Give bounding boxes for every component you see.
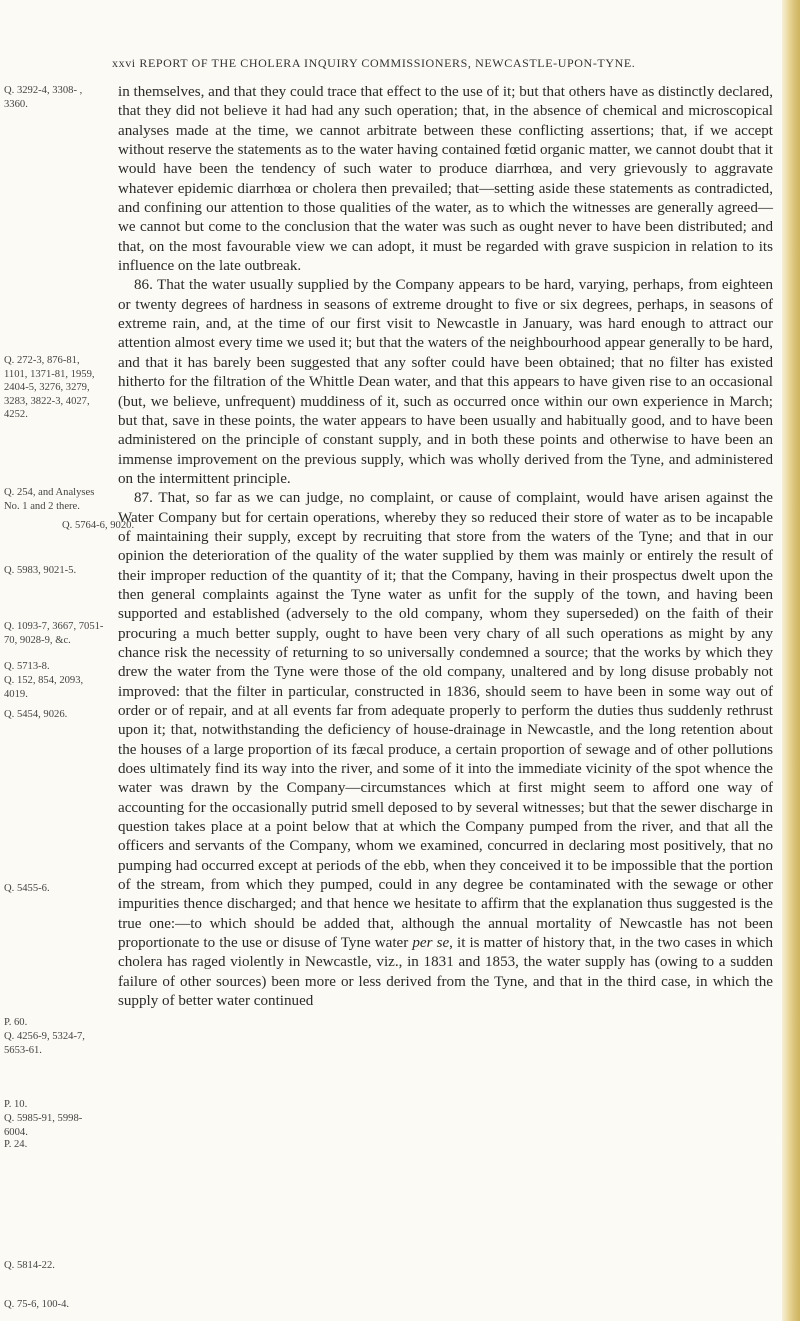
margin-note: Q. 254, and Analyses No. 1 and 2 there. — [4, 487, 95, 512]
margin-note: Q. 4256-9, 5324-7, 5653-61. — [4, 1031, 85, 1056]
margin-note: Q. 272-3, 876-81, 1101, 1371-81, 1959, 2404-5, 3276, 3279, 3283, 3822-3, 4027, 4252. — [4, 355, 95, 420]
margin-note: Q. 5814-22. — [4, 1260, 55, 1271]
margin-note: Q. 5764-6, 9020. — [62, 520, 135, 531]
margin-note: Q. 5455-6. — [4, 883, 50, 894]
margin-note: Q. 3292-4, 3308- , 3360. — [4, 85, 83, 110]
margin-note: Q. 1093-7, 3667, 7051-70, 9028-9, &c. — [4, 621, 104, 646]
paragraph-87 — [118, 489, 773, 1011]
paragraph-87-text: 87. That, so far as we can judge, no complaint, or cause of complaint, would have arisen against the Water Company but for certain operations, whereby they so reduced their store of water as to be incapable of maintaining their supply, except by recruiting that store from the waters of the Tyne; and that in our opinion the deterioration of the quality of the water supplied by them was mainly or entirely the result of their improper reduction of the quantity of it; that the Company, having in their prospectus dwelt upon the then general complaints against the Tyne water as unfit for the supply of the town, and having been supported and established (adversely to the old company, whom they superseded) on the faith of their procuring a much better supply, ought to have been very chary of all such operations as might by any chance risk the necessity of returning to so universally condemned a source; that the works by which they drew the water from the Tyne were those of the old company, unaltered and by long disuse probably not improved: that the filter in particular, constructed in 1836, should seem to have been in some way out of order or of repair, and at all events far from adequate properly to perform the duties thus suddenly rethrust upon it; that, notwithstanding the deficiency of house-drainage in Newcastle, and the long retention about the houses of a large proportion of its fæcal produce, a certain proportion of sewage and of other pollutions does ultimately find its way into the river, and some of it into the immediate vicinity of the spot whence the water was drawn by the Company—circumstances which at first might seem to afford one way of accounting for the occasionally putrid smell deposed to by several witnesses; but that the sewer discharge in question takes place at a point below that at which the Company pumped from the river, and that all the officers and servants of the Company, whom we examined, concurred in declaring most positively, that no pumping had occurred except at periods of the ebb, when they conceived it to be impossible that the portion of the stream, from which they pumped, could in any degree be contaminated with the sewage or other impurities thence discharged; and that hence we hesitate to affirm that the explanation thus suggested is the true one:—to which should be added that, although the annual mortality of Newcastle has not been proportionate to the use or disuse of Tyne water — [118, 490, 773, 952]
running-header: xxvi REPORT OF THE CHOLERA INQUIRY COMMISSIONERS, NEWCASTLE-UPON-TYNE. — [112, 56, 636, 70]
paragraph-87-text-after: , it is matter of history that, in the two cases in which cholera has raged violently in Newcastle, viz., in 1831 and 1853, the water supply has (owing to a sudden failure of other sources) been more or less derived from the Tyne, and that in the third case, in which the supply of better water continued — [118, 935, 774, 1010]
margin-note: Q. 75-6, 100-4. — [4, 1299, 70, 1310]
margin-note: P. 60. — [4, 1017, 28, 1028]
margin-note: P. 10. — [4, 1099, 28, 1110]
paragraph-86: 86. That the water usually supplied by the Company appears to be hard, varying, perhaps, from eighteen or twenty degrees of hardness in seasons of extreme drought to five or six degrees, perhaps, in seasons of extreme rain, and, at the time of our first visit to Newcastle in January, was hard enough to attract our attention almost every time we used it; but that the waters of the neighbourhood appear generally to be hard, and that it has barely been suggested that any softer could have been obtained; that no filter has existed hitherto for the filtration of the Whittle Dean water, and that this appears to have given rise to an occasional (but, we believe, unfrequent) muddiness of it, such as occurred once within our own experience in March; but that, save in these points, the water appears to have been usually and habitually good, and to have been administered on the principle of constant supply, and in both these points and otherwise to have been an immense improvement on the previous supply, which was wholly derived from the Tyne, and administered on the intermittent principle. — [118, 277, 773, 487]
margin-note: P. 24. — [4, 1139, 28, 1150]
page-edge — [782, 0, 800, 1321]
margin-note: Q. 5454, 9026. — [4, 709, 68, 720]
margin-note: Q. 5985-91, 5998-6004. — [4, 1113, 83, 1138]
margin-note: Q. 5713-8. — [4, 661, 50, 672]
paragraph-continued: in themselves, and that they could trace that effect to the use of it; but that others have as distinctly declared, that they did not believe it had had any such operation; that, in the absence of chemical and microscopical analyses made at the time, we cannot arbitrate between these conflicting assertions; that, if we accept without reserve the statements as to the water having contained fœtid organic matter, we cannot doubt that it would have been the tendency of such water to produce diarrhœa, and very grievously to aggravate whatever epidemic diarrhœa or cholera then prevailed; that—setting aside these statements as contradicted, and confining our attention to those qualities of the water, as to which the witnesses are generally agreed—we cannot but come to the conclusion that the water was such as ought never to have been distributed; and that, on the most favourable view we can adopt, it must be regarded with grave suspicion in relation to its influence on the late outbreak. — [118, 84, 773, 275]
report-body — [118, 83, 773, 1012]
margin-note: Q. 5983, 9021-5. — [4, 565, 77, 576]
latin-phrase: per se — [412, 935, 450, 952]
margin-note: Q. 152, 854, 2093, 4019. — [4, 675, 84, 700]
